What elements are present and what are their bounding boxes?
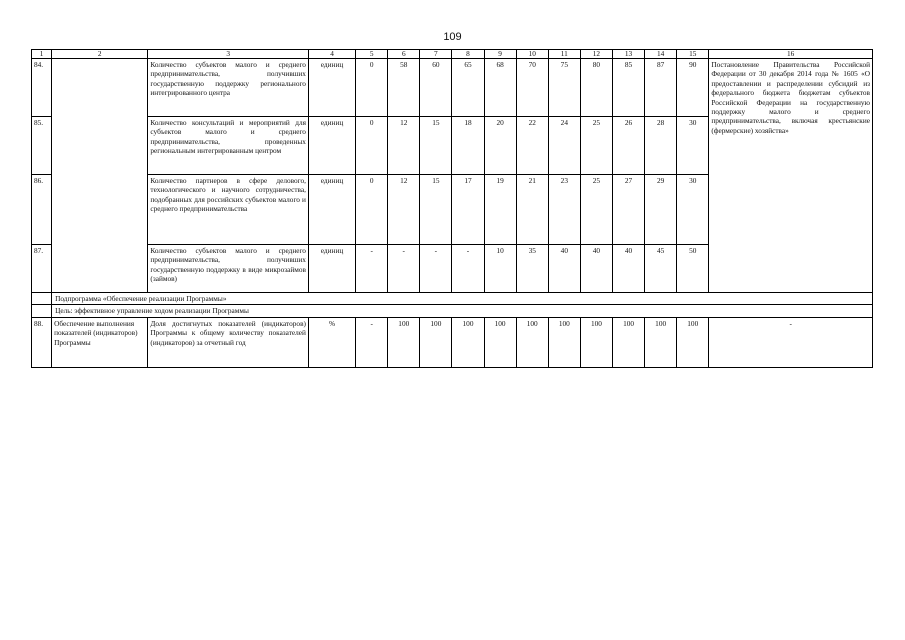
subprogram-title: Подпрограмма «Обеспечение реализации Программы» xyxy=(52,293,873,305)
value-cell: 20 xyxy=(484,117,516,175)
value-cell: 19 xyxy=(484,175,516,245)
goal-row xyxy=(32,305,873,317)
column-header: 8 xyxy=(452,50,484,59)
task-cell-empty xyxy=(52,59,148,293)
value-cell: 100 xyxy=(388,317,420,367)
value-cell: 100 xyxy=(452,317,484,367)
value-cell: 65 xyxy=(452,59,484,117)
column-header: 4 xyxy=(308,50,355,59)
table-row xyxy=(32,317,873,367)
value-cell: 18 xyxy=(452,117,484,175)
indicator-name: Количество субъектов малого и среднего предпринимательства, получивших государственную поддержку в виде микрозаймов (займов) xyxy=(148,245,309,293)
row-number: 84. xyxy=(32,59,52,117)
indicator-name: Количество партнеров в сфере делового, технологического и научного сотрудничества, подобранных для российских субъектов малого и среднего предпринимательства xyxy=(148,175,309,245)
row-number: 88. xyxy=(32,317,52,367)
value-cell: 23 xyxy=(548,175,580,245)
value-cell: 12 xyxy=(388,117,420,175)
column-header: 15 xyxy=(677,50,709,59)
value-cell: 87 xyxy=(645,59,677,117)
value-cell: - xyxy=(356,245,388,293)
indicator-name: Количество консультаций и мероприятий для субъектов малого и среднего предпринимательства, проведенных региональным интегрированным центром xyxy=(148,117,309,175)
value-cell: 100 xyxy=(677,317,709,367)
value-cell: 100 xyxy=(645,317,677,367)
value-cell: 100 xyxy=(420,317,452,367)
value-cell: 70 xyxy=(516,59,548,117)
value-cell: 21 xyxy=(516,175,548,245)
column-header: 16 xyxy=(709,50,873,59)
value-cell: 100 xyxy=(484,317,516,367)
value-cell: - xyxy=(388,245,420,293)
value-cell: 28 xyxy=(645,117,677,175)
column-number-row xyxy=(32,50,873,59)
table-row xyxy=(32,59,873,117)
goal-text: Цель: эффективное управление ходом реализации Программы xyxy=(52,305,873,317)
column-header: 12 xyxy=(580,50,612,59)
value-cell: - xyxy=(420,245,452,293)
unit-cell: единиц xyxy=(308,117,355,175)
value-cell: 68 xyxy=(484,59,516,117)
column-header: 10 xyxy=(516,50,548,59)
column-header: 9 xyxy=(484,50,516,59)
task-cell: Обеспечение выполнения показателей (индикаторов) Программы xyxy=(52,317,148,367)
value-cell: 15 xyxy=(420,117,452,175)
value-cell: 45 xyxy=(645,245,677,293)
value-cell: 25 xyxy=(580,175,612,245)
value-cell: - xyxy=(356,317,388,367)
value-cell: 58 xyxy=(388,59,420,117)
value-cell: 50 xyxy=(677,245,709,293)
value-cell: - xyxy=(452,245,484,293)
row-number: 86. xyxy=(32,175,52,245)
value-cell: 29 xyxy=(645,175,677,245)
value-cell: 12 xyxy=(388,175,420,245)
column-header: 2 xyxy=(52,50,148,59)
value-cell: 25 xyxy=(580,117,612,175)
unit-cell: единиц xyxy=(308,59,355,117)
value-cell: 0 xyxy=(356,59,388,117)
value-cell: 17 xyxy=(452,175,484,245)
value-cell: 30 xyxy=(677,175,709,245)
value-cell: 40 xyxy=(580,245,612,293)
value-cell: 85 xyxy=(612,59,644,117)
value-cell: 35 xyxy=(516,245,548,293)
value-cell: 100 xyxy=(580,317,612,367)
column-header: 7 xyxy=(420,50,452,59)
column-header: 6 xyxy=(388,50,420,59)
indicator-name: Доля достигнутых показателей (индикаторов) Программы к общему количеству показателей (индикаторов) за отчетный год xyxy=(148,317,309,367)
value-cell: 22 xyxy=(516,117,548,175)
value-cell: 100 xyxy=(612,317,644,367)
goal-leading-cell xyxy=(32,305,52,317)
column-header: 5 xyxy=(356,50,388,59)
value-cell: 10 xyxy=(484,245,516,293)
column-header: 3 xyxy=(148,50,309,59)
value-cell: 30 xyxy=(677,117,709,175)
indicators-table xyxy=(31,49,873,368)
value-cell: 40 xyxy=(548,245,580,293)
value-cell: 75 xyxy=(548,59,580,117)
column-header: 1 xyxy=(32,50,52,59)
indicator-name: Количество субъектов малого и среднего предпринимательства, получивших государственную поддержку регионального интегрированного центра xyxy=(148,59,309,117)
value-cell: 90 xyxy=(677,59,709,117)
value-cell: 15 xyxy=(420,175,452,245)
row-number: 85. xyxy=(32,117,52,175)
subprogram-leading-cell xyxy=(32,293,52,305)
unit-cell: % xyxy=(308,317,355,367)
row-number: 87. xyxy=(32,245,52,293)
value-cell: 26 xyxy=(612,117,644,175)
basis-note-dash: - xyxy=(709,317,873,367)
value-cell: 100 xyxy=(548,317,580,367)
basis-note: Постановление Правительства Российской Федерации от 30 декабря 2014 года № 1605 «О предоставлении и распределении субсидий из федерального бюджета бюджетам субъектов Российской Федерации на государственную поддержку малого и среднего предпринимательства, включая крестьянские (фермерские) хозяйства» xyxy=(709,59,873,293)
column-header: 13 xyxy=(612,50,644,59)
value-cell: 0 xyxy=(356,117,388,175)
unit-cell: единиц xyxy=(308,245,355,293)
page-number: 109 xyxy=(443,31,462,43)
value-cell: 24 xyxy=(548,117,580,175)
value-cell: 100 xyxy=(516,317,548,367)
value-cell: 0 xyxy=(356,175,388,245)
column-header: 14 xyxy=(645,50,677,59)
value-cell: 80 xyxy=(580,59,612,117)
value-cell: 27 xyxy=(612,175,644,245)
value-cell: 40 xyxy=(612,245,644,293)
column-header: 11 xyxy=(548,50,580,59)
value-cell: 60 xyxy=(420,59,452,117)
subprogram-row xyxy=(32,293,873,305)
unit-cell: единиц xyxy=(308,175,355,245)
